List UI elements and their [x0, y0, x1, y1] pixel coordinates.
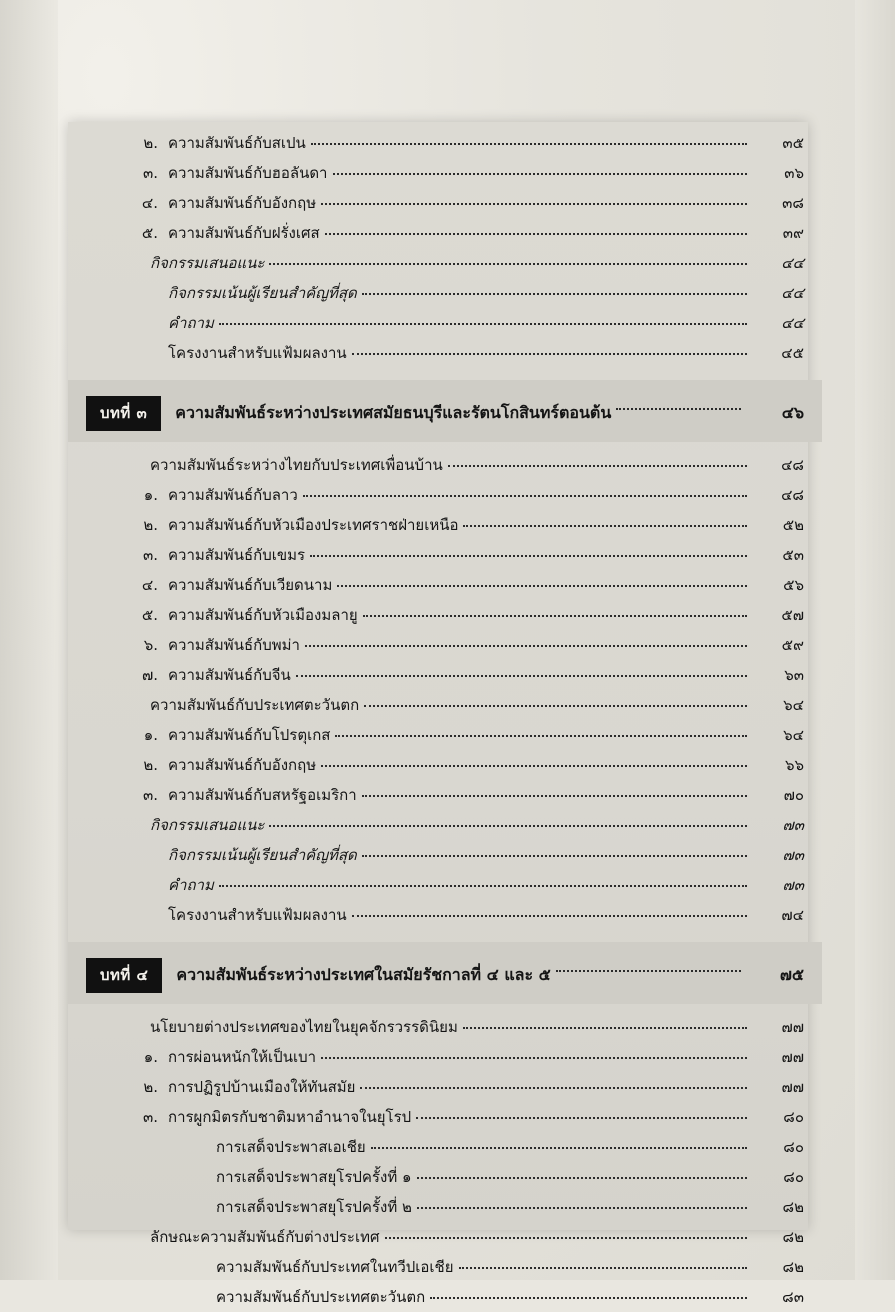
toc-entry-label: ลักษณะความสัมพันธ์กับต่างประเทศ — [150, 1228, 380, 1246]
toc-entry-page: ๓๕ — [782, 134, 804, 152]
toc-entry-label: กิจกรรมเสนอแนะ — [150, 254, 265, 272]
toc-entry-number: ๔. — [141, 576, 158, 594]
toc-entry-label: ความสัมพันธ์กับหัวเมืองมลายู — [168, 606, 358, 624]
toc-entry-page: ๗๓ — [782, 846, 804, 864]
toc-entry — [86, 630, 804, 660]
toc-entry — [86, 840, 804, 870]
toc-entry-number: ๕. — [141, 224, 158, 242]
leader-dots — [321, 765, 747, 767]
toc-entry — [86, 900, 804, 930]
toc-entry-label: ความสัมพันธ์กับพม่า — [168, 636, 300, 654]
toc-entry-page: ๘๐ — [783, 1168, 804, 1186]
toc-entry-label: โครงงานสำหรับแฟ้มผลงาน — [168, 906, 347, 924]
leader-dots — [303, 495, 747, 497]
toc-entry — [86, 870, 804, 900]
chapter-3-tag: บทที่ ๓ — [86, 396, 161, 431]
toc-entry — [86, 600, 804, 630]
leader-dots — [417, 1207, 747, 1209]
toc-entry-page: ๔๘ — [781, 456, 804, 474]
toc-entry — [86, 128, 804, 158]
toc-entry-page: ๗๔ — [781, 906, 804, 924]
leader-dots — [362, 293, 747, 295]
toc-entry-page: ๘๒ — [782, 1228, 804, 1246]
toc-entry — [86, 480, 804, 510]
leader-dots — [321, 1057, 747, 1059]
chapter-4-title: ความสัมพันธ์ระหว่างประเทศในสมัยรัชกาลที่ ๔ และ ๕ — [176, 964, 551, 984]
leader-dots — [362, 855, 747, 857]
toc-entry-label: ความสัมพันธ์กับโปรตุเกส — [168, 726, 331, 744]
toc-entry-page: ๘๐ — [783, 1108, 804, 1126]
toc-entry-page: ๔๔ — [781, 314, 804, 332]
leader-dots — [459, 1267, 747, 1269]
toc-entry-label: ความสัมพันธ์กับอังกฤษ — [168, 194, 317, 212]
toc-entry — [86, 720, 804, 750]
toc-entry-label: ความสัมพันธ์กับฝรั่งเศส — [168, 224, 320, 242]
chapter-4-page: ๗๕ — [779, 964, 804, 984]
toc-entry-page: ๘๒ — [782, 1198, 804, 1216]
toc-entry-label: กิจกรรมเน้นผู้เรียนสำคัญที่สุด — [168, 284, 357, 302]
toc-entry — [86, 750, 804, 780]
leader-dots — [448, 465, 747, 467]
leader-dots — [335, 735, 747, 737]
toc-content — [86, 128, 804, 1312]
toc-entry — [86, 450, 804, 480]
toc-entry-page: ๗๓ — [782, 816, 804, 834]
toc-entry-label: คำถาม — [168, 876, 214, 894]
toc-entry-page: ๓๘ — [782, 194, 804, 212]
toc-entry — [86, 278, 804, 308]
leader-dots — [321, 203, 747, 205]
toc-entry-label: การผ่อนหนักให้เป็นเบา — [168, 1048, 317, 1066]
toc-entry-page: ๗๓ — [782, 876, 804, 894]
toc-entry-page: ๖๓ — [784, 666, 804, 684]
leader-dots — [269, 825, 747, 827]
toc-entry-page: ๗๗ — [781, 1018, 804, 1036]
toc-entry — [86, 1162, 804, 1192]
toc-entry-number: ๓. — [142, 786, 158, 804]
toc-entry — [86, 570, 804, 600]
leader-dots — [363, 615, 747, 617]
toc-entry-page: ๘๐ — [783, 1138, 804, 1156]
toc-entry-number: ๒. — [143, 516, 158, 534]
toc-entry-page: ๔๕ — [781, 344, 804, 362]
toc-entry — [86, 1222, 804, 1252]
toc-entry — [86, 1282, 804, 1312]
toc-entry-label: ความสัมพันธ์กับฮอลันดา — [168, 164, 328, 182]
toc-entry-page: ๔๘ — [781, 486, 804, 504]
toc-entry-label: ความสัมพันธ์กับสเปน — [168, 134, 306, 152]
toc-entry — [86, 1252, 804, 1282]
leader-dots — [362, 795, 747, 797]
toc-section-top — [86, 128, 804, 368]
leader-dots — [371, 1147, 747, 1149]
toc-entry-number: ๑. — [143, 486, 158, 504]
toc-entry-page: ๓๙ — [782, 224, 804, 242]
toc-entry-page: ๔๔ — [781, 254, 804, 272]
chapter-banner-4 — [68, 942, 822, 1004]
toc-entry — [86, 308, 804, 338]
toc-entry — [86, 1072, 804, 1102]
toc-entry-number: ๔. — [141, 194, 158, 212]
toc-entry-label: ความสัมพันธ์กับหัวเมืองประเทศราชฝ่ายเหนือ — [168, 516, 459, 534]
toc-entry-label: ความสัมพันธ์กับประเทศตะวันตก — [150, 696, 360, 714]
toc-section-chapter-4 — [86, 1012, 804, 1312]
leader-dots — [311, 143, 747, 145]
toc-entry — [86, 338, 804, 368]
toc-entry-page: ๔๔ — [781, 284, 804, 302]
leader-dots — [310, 555, 747, 557]
toc-entry-label: ความสัมพันธ์กับอังกฤษ — [168, 756, 317, 774]
toc-entry — [86, 1132, 804, 1162]
toc-entry — [86, 510, 804, 540]
leader-dots — [416, 1117, 747, 1119]
leader-dots — [333, 173, 748, 175]
toc-entry — [86, 1102, 804, 1132]
leader-dots — [616, 408, 741, 410]
toc-entry-number: ๑. — [143, 1048, 158, 1066]
toc-entry-label: ความสัมพันธ์กับเขมร — [168, 546, 306, 564]
toc-entry-page: ๘๒ — [782, 1258, 804, 1276]
chapter-banner-3 — [68, 380, 822, 442]
toc-entry-label: ความสัมพันธ์กับประเทศตะวันตก — [216, 1288, 426, 1306]
leader-dots — [325, 233, 747, 235]
toc-entry-number: ๕. — [141, 606, 158, 624]
leader-dots — [337, 585, 747, 587]
toc-entry-label: กิจกรรมเน้นผู้เรียนสำคัญที่สุด — [168, 846, 357, 864]
toc-entry-page: ๗๗ — [781, 1048, 804, 1066]
toc-entry — [86, 218, 804, 248]
toc-entry-page: ๖๔ — [783, 726, 804, 744]
toc-entry-label: ความสัมพันธ์กับจีน — [168, 666, 291, 684]
leader-dots — [352, 353, 747, 355]
toc-entry — [86, 248, 804, 278]
chapter-3-title: ความสัมพันธ์ระหว่างประเทศสมัยธนบุรีและรัตนโกสินทร์ตอนต้น — [175, 402, 612, 422]
leader-dots — [219, 323, 747, 325]
toc-entry-number: ๓. — [142, 1108, 158, 1126]
toc-entry-label: ความสัมพันธ์กับสหรัฐอเมริกา — [168, 786, 357, 804]
toc-entry-page: ๕๗ — [781, 606, 804, 624]
toc-entry-label: การเสด็จประพาสยุโรปครั้งที่ ๒ — [216, 1198, 412, 1216]
toc-entry-page: ๗๐ — [783, 786, 804, 804]
toc-entry — [86, 188, 804, 218]
toc-entry-number: ๓. — [142, 164, 158, 182]
toc-entry-number: ๖. — [143, 636, 158, 654]
toc-entry-label: การผูกมิตรกับชาติมหาอำนาจในยุโรป — [168, 1108, 412, 1126]
toc-entry — [86, 540, 804, 570]
toc-entry-page: ๕๓ — [782, 546, 804, 564]
toc-entry — [86, 810, 804, 840]
leader-dots — [364, 705, 747, 707]
toc-entry — [86, 660, 804, 690]
toc-entry-label: การเสด็จประพาสยุโรปครั้งที่ ๑ — [216, 1168, 412, 1186]
toc-entry — [86, 158, 804, 188]
toc-entry-label: กิจกรรมเสนอแนะ — [150, 816, 265, 834]
toc-entry-number: ๓. — [142, 546, 158, 564]
toc-entry-page: ๓๖ — [784, 164, 804, 182]
toc-entry — [86, 1042, 804, 1072]
toc-entry-page: ๖๖ — [784, 756, 804, 774]
toc-entry-number: ๒. — [143, 134, 158, 152]
toc-entry-page: ๕๙ — [781, 636, 804, 654]
toc-entry-label: การปฏิรูปบ้านเมืองให้ทันสมัย — [168, 1078, 356, 1096]
toc-entry — [86, 1192, 804, 1222]
toc-entry-number: ๒. — [143, 756, 158, 774]
toc-entry-label: ความสัมพันธ์กับประเทศในทวีปเอเชีย — [216, 1258, 454, 1276]
toc-entry-number: ๒. — [143, 1078, 158, 1096]
leader-dots — [417, 1177, 748, 1179]
leader-dots — [463, 525, 747, 527]
toc-entry-label: คำถาม — [168, 314, 214, 332]
chapter-3-page: ๔๖ — [781, 402, 804, 422]
leader-dots — [219, 885, 747, 887]
toc-entry-page: ๗๗ — [781, 1078, 804, 1096]
chapter-4-tag: บทที่ ๔ — [86, 958, 162, 993]
leader-dots — [305, 645, 747, 647]
leader-dots — [556, 970, 741, 972]
toc-entry-label: ความสัมพันธ์ระหว่างไทยกับประเทศเพื่อนบ้าน — [150, 456, 443, 474]
leader-dots — [430, 1297, 747, 1299]
toc-entry-page: ๘๓ — [782, 1288, 804, 1306]
toc-entry-number: ๑. — [143, 726, 158, 744]
leader-dots — [296, 675, 747, 677]
toc-section-chapter-3 — [86, 450, 804, 930]
toc-entry-page: ๕๒ — [782, 516, 804, 534]
leader-dots — [360, 1087, 747, 1089]
leader-dots — [463, 1027, 747, 1029]
toc-entry-page: ๖๔ — [783, 696, 804, 714]
toc-entry-page: ๕๖ — [783, 576, 804, 594]
leader-dots — [269, 263, 747, 265]
toc-entry — [86, 690, 804, 720]
toc-entry-label: ความสัมพันธ์กับลาว — [168, 486, 298, 504]
toc-entry-label: นโยบายต่างประเทศของไทยในยุคจักรวรรดินิยม — [150, 1018, 458, 1036]
toc-entry — [86, 780, 804, 810]
toc-entry-label: ความสัมพันธ์กับเวียดนาม — [168, 576, 333, 594]
toc-entry-number: ๗. — [141, 666, 158, 684]
toc-entry-label: โครงงานสำหรับแฟ้มผลงาน — [168, 344, 347, 362]
toc-entry — [86, 1012, 804, 1042]
toc-entry-label: การเสด็จประพาสเอเชีย — [216, 1138, 366, 1156]
leader-dots — [385, 1237, 747, 1239]
leader-dots — [352, 915, 747, 917]
